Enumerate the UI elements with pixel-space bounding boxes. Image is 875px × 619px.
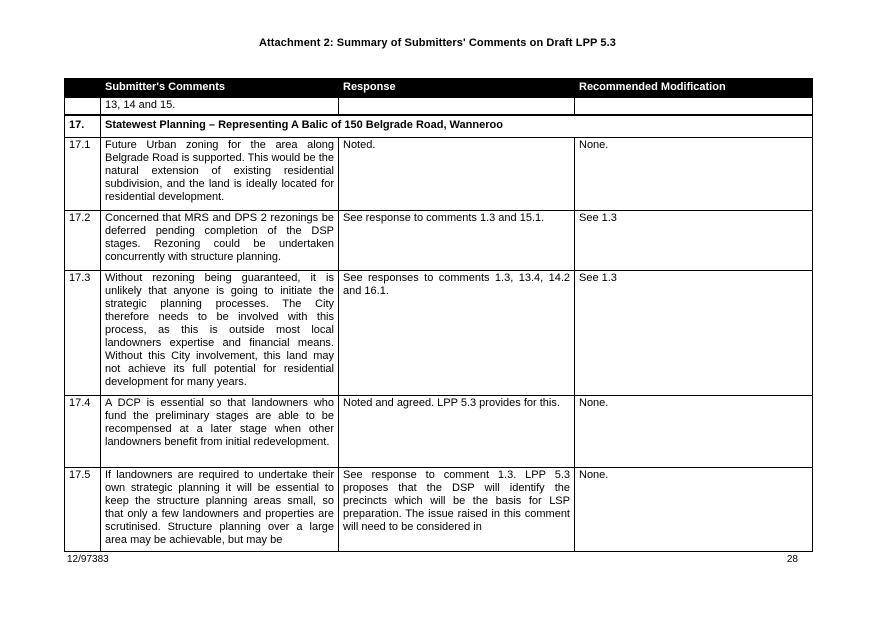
table-row-17-2: [65, 210, 813, 270]
cell-number: 17.4: [65, 395, 101, 467]
header-cell-number: [65, 79, 101, 98]
header-cell-response: Response: [339, 79, 575, 98]
cell-modification: [575, 98, 813, 116]
cell-modification: None.: [575, 467, 813, 551]
submitters-comments-table: [64, 78, 813, 552]
table-row-17-3: [65, 270, 813, 395]
cell-comment: Concerned that MRS and DPS 2 rezonings be deferred pending completion of the DSP stages. Rezoning could be undertaken concurrently with structure planning.: [101, 210, 339, 270]
cell-number: [65, 98, 101, 116]
cell-number: 17.5: [65, 467, 101, 551]
cell-response: [339, 98, 575, 116]
cell-number: 17.3: [65, 270, 101, 395]
section-row-17: [65, 115, 813, 137]
cell-response: Noted.: [339, 137, 575, 210]
footer-document-number: 12/97383: [67, 554, 109, 565]
cell-number: 17.2: [65, 210, 101, 270]
table-row-17-1: [65, 137, 813, 210]
cell-modification: See 1.3: [575, 210, 813, 270]
cell-response: Noted and agreed. LPP 5.3 provides for this.: [339, 395, 575, 467]
header-cell-modification: Recommended Modification: [575, 79, 813, 98]
header-cell-comments: Submitter's Comments: [101, 79, 339, 98]
continuation-row: [65, 98, 813, 116]
cell-modification: None.: [575, 137, 813, 210]
cell-modification: None.: [575, 395, 813, 467]
cell-comment: Without rezoning being guaranteed, it is unlikely that anyone is going to initiate the strategic planning processes. The City therefore needs to be involved with this process, as this is outside most local landowners expertise and financial means. Without this City involvement, this land may not achieve its full potential for residential development for many years.: [101, 270, 339, 395]
cell-comment: 13, 14 and 15.: [101, 98, 339, 116]
table-header-row: [65, 79, 813, 98]
section-title: Statewest Planning – Representing A Balic of 150 Belgrade Road, Wanneroo: [101, 115, 813, 137]
cell-comment: If landowners are required to undertake their own strategic planning it will be essential to keep the structure planning areas small, so that only a few landowners and properties are scrutinised. Structure planning over a large area may be achievable, but may be: [101, 467, 339, 551]
cell-modification: See 1.3: [575, 270, 813, 395]
footer-page-number: 28: [786, 554, 798, 565]
page-title: Attachment 2: Summary of Submitters' Comments on Draft LPP 5.3: [258, 37, 616, 49]
table-row-17-5: [65, 467, 813, 551]
cell-response: See response to comments 1.3 and 15.1.: [339, 210, 575, 270]
cell-number: 17.1: [65, 137, 101, 210]
cell-response: See response to comment 1.3. LPP 5.3 proposes that the DSP will identify the precincts which will be the basis for LSP preparation. The issue raised in this comment will need to be considered in: [339, 467, 575, 551]
cell-response: See responses to comments 1.3, 13.4, 14.2 and 16.1.: [339, 270, 575, 395]
section-number: 17.: [65, 115, 101, 137]
cell-comment: A DCP is essential so that landowners who fund the preliminary stages are able to be recompensed at a later stage when other landowners benefit from initial redevelopment.: [101, 395, 339, 467]
table-row-17-4: [65, 395, 813, 467]
cell-comment: Future Urban zoning for the area along Belgrade Road is supported. This would be the natural extension of existing residential subdivision, and the land is ideally located for residential development.: [101, 137, 339, 210]
